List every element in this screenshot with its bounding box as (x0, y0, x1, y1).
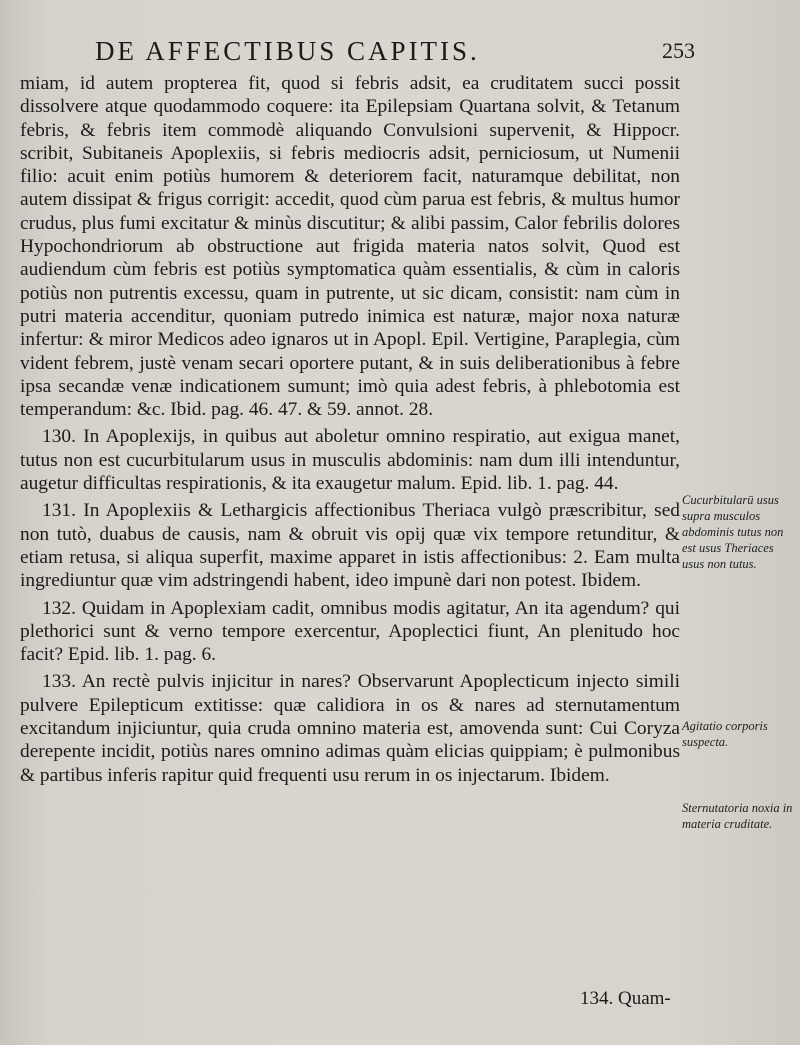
margin-note-agitatio: Agitatio corporis suspecta. (682, 719, 768, 749)
main-text (20, 72, 680, 787)
running-title: DE AFFECTIBUS CAPITIS. (95, 36, 480, 66)
page-number: 253 (662, 38, 695, 63)
paragraph-131: 131. In Apoplexiis & Lethargicis affectionibus Theriaca vulgò præscribitur, sed non tutò, duabus de causis, nam & obruit vis opij quæ vix tempore retunditur, & etiam retusa, si aliqua superfit, maxime apparet in istis affectionibus: 2. Eam multa ingrediuntur quæ vim adstringendi habent, ideo impunè dari non potest. Ibidem. (20, 500, 680, 592)
margin-note-sternutatoria: Sternutatoria noxia in materia cruditate. (682, 801, 793, 831)
page-header (95, 36, 695, 67)
margin-note-cucurbitularum: Cucurbitularū usus supra musculos abdominis tutus non est usus Theriaces usus non tutus. (682, 493, 784, 571)
paragraph-133: 133. An rectè pulvis injicitur in nares? Observarunt Apoplecticum injecto simili pulvere Epilepticum extitisse: quæ calidiora in os & nares ad sternutamentum excitandum injiciuntur, quia cruda omnino materia est, amovenda sunt: Cui Coryza derepente incidit, potiùs nares omnino adimas quàm elicias quippiam; è pulmonibus & partibus inferis rapitur quid frequenti usu rerum in os injectarum. Ibidem. (20, 671, 680, 786)
catchword: 134. Quam- (580, 988, 671, 1009)
paragraph-130: 130. In Apoplexijs, in quibus aut aboletur omnino respiratio, aut exigua manet, tutus non est cucurbitularum usus in musculis abdominis: nam dum illi intenduntur, augetur difficultas respirationis, & ita exaugetur malum. Epid. lib. 1. pag. 44. (20, 426, 680, 495)
paragraph-continued: miam, id autem propterea fit, quod si febris adsit, ea cruditatem succi possit dissolvere atque quodammodo coquere: ita Epilepsiam Quartana solvit, & Tetanum febris, & febris item commodè aliquando Convulsioni supervenit, & Hippocr. scribit, Subitaneis Apoplexiis, si febris mediocris adsit, perniciosum, ut Numenii filio: acuit enim potiùs humorem & deteriorem facit, naturamque debilitat, non autem dissipat & frigus corrigit: accedit, quod cùm parua est febris, & multus humor crudus, plus fumi excitatur & minùs discutitur; & alibi passim, Calor febrilis dolores Hypochondriorum ab obstructione aut frigida materia natos solvit, Quod est audiendum cùm febris est potiùs symptomatica quàm essentialis, & cùm in caloris potiùs non putrentis excessu, quam in putrente, ut sic dicam, consistit: nam cùm in putri materia accenditur, quoniam putredo inimica est naturæ, major noxa naturæ infertur: & miror Medicos adeo ignaros ut in Apopl. Epil. Vertigine, Paraplegia, cùm vident febrem, justè venam secari oportere putant, & in suis deliberationibus à febre ipsa secandæ venæ indicationem sumunt; imò quia adest febris, à phlebotomia est temperandum: &c. Ibid. pag. 46. 47. & 59. annot. 28. (20, 73, 680, 421)
paragraph-132: 132. Quidam in Apoplexiam cadit, omnibus modis agitatur, An ita agendum? qui plethorici sunt & verno tempore exercentur, Apoplectici fiunt, An plenitudo hoc facit? Epid. lib. 1. pag. 6. (20, 597, 680, 666)
